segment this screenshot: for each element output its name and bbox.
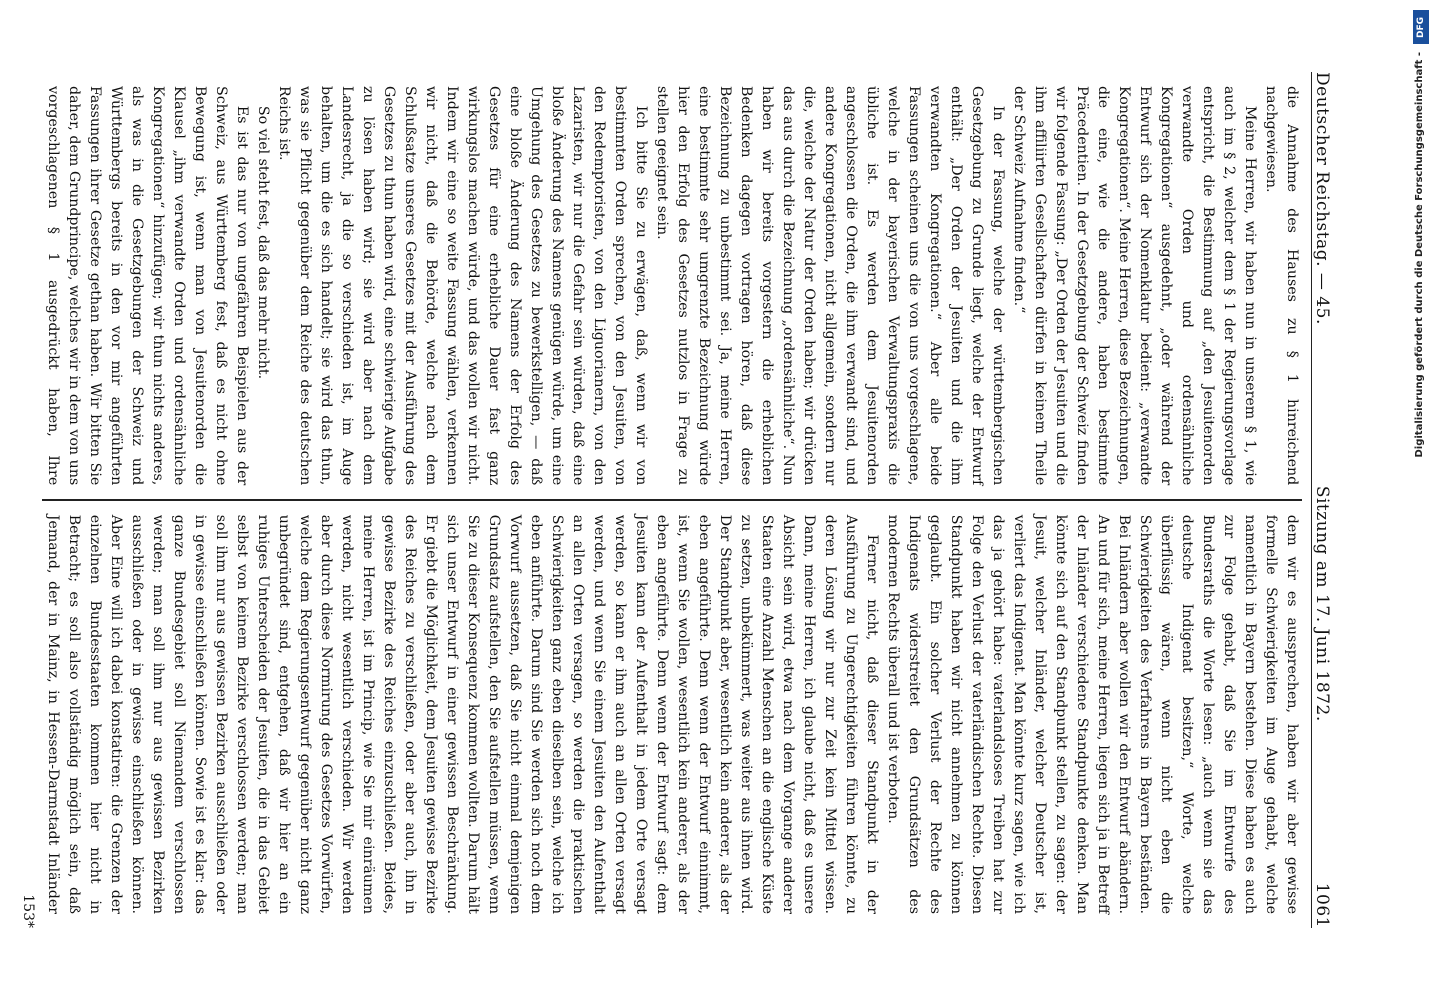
header-session: Sitzung am 17. Juni 1872.	[1312, 485, 1332, 722]
page-number: 1061	[1312, 882, 1332, 928]
paragraph: Es ist das nur von ungefähren Beispielen aus der Schweiz, aus Württemberg fest, daß es nicht ohne Bewegung ist, wenn man von Jesuitenorden die Klausel „ihm verwandte Orden und ordensähnliche Kongregationen“ hinzufügen; wir thun nichts anderes, als was in die Gesetzgebungen der Schweiz und Württembergs bereits in den vor mir angeführten Fassungen ihrer Gesetze gethan haben. Wir bitten Sie daher, dem Grundprincipe, welches wir in dem von uns vorgeschlagenen § 1 ausgedrückt haben, Ihre	[45, 86, 250, 486]
paragraph: Ich bitte Sie zu erwägen, daß, wenn wir von bestimmten Orden sprechen, von den Jesuiten, von den Redemptoristen, von den Liguorianern, von den Lazaristen, wir nur die Gefahr sein würden, daß eine bloße Änderung des Namens genügen würde, um eine Umgehung des Gesetzes zu bewerkstelligen, — daß eine bloße Änderung des Namens der Erfolg des Gesetzes für eine erhebliche Dauer fast ganz wirkungslos machen würde, und das wollen wir nicht. Indem wir eine so weite Fassung wählen, verkennen wir nicht, daß die Behörde, welche nach dem Schlußsatze unseres Gesetzes mit der Ausführung des Gesetzes zu thun haben wird, eine schwierige Aufgabe zu lösen haben wird; sie wird aber nach dem Landesrecht, ja die so verschieden ist, im Auge behalten, um die es sich handelt; sie wird das thun, was sie Pflicht gegenüber dem Reiche des deutschen Reichs ist.	[276, 86, 649, 486]
paragraph: Meine Herren, wir haben nun in unserem § 1, wie auch im § 2, welcher dem § 1 der Regierungsvorlage entspricht, die Bestimmung auf „den Jesuitenorden verwandte Orden und ordensähnliche Kongregationen“ ausgedehnt, „oder während der Entwurf sich der Nomenklatur bedient: „verwandte Kongregationen“. Meine Herren, diese Bezeichnungen, die eine, wie die andere, haben bestimmte Präcedentien. In der Gesetzgebung der Schweiz finden wir folgende Fassung: „Der Orden der Jesuiten und die ihm affiliirten Gesellschaften dürfen in keinem Theile der Schweiz Aufnahme finden.“	[1011, 86, 1258, 486]
header-publication: Deutscher Reichstag. — 45.	[1312, 72, 1332, 325]
column-right	[42, 501, 1302, 928]
paragraph: In der Fassung, welche der württembergischen Gesetzgebung zu Grunde liegt, welche der Entwurf enthält: „Der Orden der Jesuiten und die ihm verwandten Kongregationen.“ Aber alle beide Fassungen scheinen uns die von uns vorgeschlagene, welche in der bayerischen Verwaltungspraxis die übliche ist. Es werden dem Jesuitenorden angeschlossen die Orden, die ihm verwandt sind, und andere Kongregationen, nicht allgemein, sondern nur die, welche der Natur der Orden haben; wir drücken das aus durch die Bezeichnung „ordensähnliche“. Nun haben wir bereits vorgestern die erheblichen Bedenken dagegen vortragen hören, daß diese Bezeichnung zu unbestimmt sei. Ja, meine Herren, eine bestimmte sehr umgrenzte Bezeichnung würde hier den Erfolg des Gesetzes nutzlos in Frage zu stellen geeignet sein.	[654, 86, 1006, 486]
dfg-logo: DFG	[1413, 10, 1429, 44]
signature-mark: 153*	[20, 894, 36, 928]
paragraph: die Annahme des Hauses zu § 1 hinreichend nachgewiesen.	[1263, 86, 1300, 486]
dfg-notice	[1412, 10, 1430, 990]
paragraph: Ferner nicht, daß dieser Standpunkt in der Ausführung zu Ungerechtigkeiten führen könnte, zu deren Lösung wir nur zur Zeit kein Mittel wissen. Dann, meine Herren, ich glaube nicht, daß es unsere Absicht sein wird, etwa nach dem Vorgange anderer Staaten eine Anzahl Menschen an die englische Küste zu setzen, unbekümmert, was weiter aus ihnen wird. Der Standpunkt aber, wesentlich kein anderer, als der eben angeführte. Denn wenn der Entwurf einnimmt, ist, wenn Sie wollen, wesentlich kein anderer, als der eben angeführte. Denn wenn der Entwurf sagt: dem Jesuiten kann der Aufenthalt in jedem Orte versagt werden, so kann er ihm auch an allen Orten versagt werden, und wenn Sie einem Jesuiten den Aufenthalt an allen Orten versagen, so werden die praktischen Schwierigkeiten ganz eben dieselben sein, welche ich eben anführte. Darum sind Sie werden sich noch dem Vorwurf aussetzen, daß Sie nicht einmal demjenigen Grundsatz aufstellen, den Sie aufstellen müssen, wenn Sie zu dieser Konsequenz kommen wollten. Darum hält sich unser Entwurf in einer gewissen Beschränkung. Er giebt die Möglichkeit, dem Jesuiten gewisse Bezirke des Reiches zu verschließen, oder aber auch, ihn in gewisse Bezirke des Reiches einzuschließen. Beides, meine Herren, ist im Princip, wie Sie mir einräumen werden, nicht wesentlich verschieden. Wir werden aber durch diese Normirung des Gesetzes Vorwürfen, welche dem Regierungsentwurf gegenüber nicht ganz unbegründet sind, entgehen, daß wir hier an ein ruhiges Unterscheiden der Jesuiten, die in das Gebiet selbst von keinem Bezirke verschlossen werden; man soll ihm nur aus gewissen Bezirken ausschließen oder in gewisse einschließen können. Sowie ist es klar: das ganze Bundesgebiet soll Niemandem verschlossen werden; man soll ihm nur aus gewissen Bezirken ausschließen oder in gewisse einschließen können. Aber Eine will ich dabei konstatiren: die Grenzen der einzelnen Bundesstaaten kommen hier nicht in Betracht; es soll also vollständig möglich sein, daß Jemand, der in Mainz, in Hessen-Darmstadt Inländer	[45, 514, 880, 914]
rotated-page	[2, 0, 1410, 1000]
text-columns	[42, 72, 1302, 928]
column-left	[42, 72, 1302, 499]
paragraph: So viel steht fest, daß das mehr nicht.	[255, 105, 271, 380]
page-header	[1311, 72, 1340, 928]
paragraph: dem wir es aussprechen, haben wir aber gewisse formelle Schwierigkeiten im Auge gehabt, welche namentlich in Bayern bestehen. Diese haben es auch zur Folge gehabt, daß Sie im Entwurfe des Bundesraths die Worte lesen: „auch wenn sie das deutsche Indigenat besitzen,“ Worte, welche überflüssig wären, wenn nicht eben die Schwierigkeiten des Verfahrens in Bayern beständen. Bei Inländern aber wollen wir den Entwurf abändern. An und für sich, meine Herren, liegen sich ja in Betreff der Inländer verschiedene Standpunkte denken. Man könnte sich auf den Standpunkt stellen, zu sagen: der Jesuit, welcher Inländer, welcher Deutscher ist, verliert das Indigenat. Man könnte kurz sagen, wie ich das ja gehört habe: vaterlandsloses Treiben hat zur Folge den Verlust der vaterländischen Rechte. Diesen Standpunkt haben wir nicht annehmen zu können geglaubt. Ein solcher Verlust der Rechte des Indigenats widerstreitet den Grundsätzen des modernen Rechts überall und ist verboten.	[885, 514, 1300, 914]
dfg-credit-text: Digitalisierung gefördert durch die Deutsche Forschungsgemeinschaft -	[1414, 52, 1425, 458]
